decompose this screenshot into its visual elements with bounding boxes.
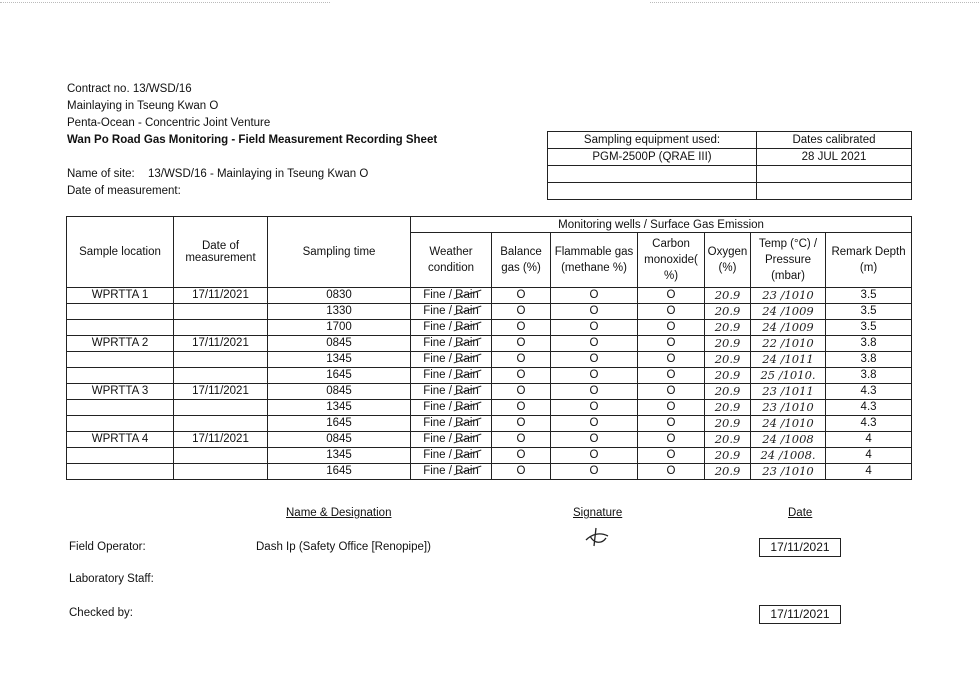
sampling-time-cell: 1645 xyxy=(268,368,411,384)
flammable-gas-cell: O xyxy=(551,384,638,400)
weather-fine: Fine / xyxy=(423,321,456,333)
temp-pressure-cell: 24 /1009 xyxy=(751,304,826,320)
flammable-gas-cell: O xyxy=(551,304,638,320)
weather-fine: Fine / xyxy=(423,433,456,445)
date-cell xyxy=(174,352,268,368)
weather-rain-struck: Rain xyxy=(455,321,479,333)
weather-cell xyxy=(411,464,492,480)
flammable-gas-cell: O xyxy=(551,288,638,304)
col-weather: Weather condition xyxy=(411,233,492,288)
equipment-empty-cell xyxy=(548,183,757,200)
carbon-monoxide-cell: O xyxy=(638,336,705,352)
measurement-table xyxy=(66,216,912,480)
table-row xyxy=(67,400,912,416)
weather-rain-struck: Rain xyxy=(455,433,479,445)
balance-gas-cell: O xyxy=(492,384,551,400)
lab-staff-label: Laboratory Staff: xyxy=(69,573,154,585)
date-cell xyxy=(174,304,268,320)
weather-rain-struck: Rain xyxy=(455,337,479,349)
balance-gas-cell: O xyxy=(492,336,551,352)
date-cell xyxy=(174,448,268,464)
name-designation-header: Name & Designation xyxy=(286,507,392,519)
table-row xyxy=(67,304,912,320)
site-label: Name of site: xyxy=(67,168,135,180)
oxygen-cell: 20.9 xyxy=(705,352,751,368)
balance-gas-cell: O xyxy=(492,288,551,304)
carbon-monoxide-cell: O xyxy=(638,448,705,464)
table-row xyxy=(67,384,912,400)
balance-gas-cell: O xyxy=(492,448,551,464)
site-name-row xyxy=(67,166,368,183)
sample-location-cell: WPRTTA 1 xyxy=(67,288,174,304)
balance-gas-cell: O xyxy=(492,432,551,448)
balance-gas-cell: O xyxy=(492,464,551,480)
date-cell: 17/11/2021 xyxy=(174,288,268,304)
temp-pressure-cell: 23 /1010 xyxy=(751,400,826,416)
remark-depth-cell: 4 xyxy=(826,448,912,464)
weather-cell xyxy=(411,320,492,336)
balance-gas-cell: O xyxy=(492,368,551,384)
sampling-time-cell: 1330 xyxy=(268,304,411,320)
sampling-time-cell: 0845 xyxy=(268,336,411,352)
sample-location-cell xyxy=(67,416,174,432)
site-value: 13/WSD/16 - Mainlaying in Tseung Kwan O xyxy=(147,168,369,180)
field-operator-date: 17/11/2021 xyxy=(759,538,841,557)
remark-depth-cell: 4 xyxy=(826,464,912,480)
col-carbon-monoxide: Carbon monoxide( %) xyxy=(638,233,705,288)
carbon-monoxide-cell: O xyxy=(638,352,705,368)
oxygen-cell: 20.9 xyxy=(705,400,751,416)
weather-fine: Fine / xyxy=(423,289,456,301)
flammable-gas-cell: O xyxy=(551,336,638,352)
weather-fine: Fine / xyxy=(423,385,456,397)
balance-gas-cell: O xyxy=(492,352,551,368)
carbon-monoxide-cell: O xyxy=(638,464,705,480)
date-cell xyxy=(174,416,268,432)
date-cell xyxy=(174,400,268,416)
oxygen-cell: 20.9 xyxy=(705,432,751,448)
carbon-monoxide-cell: O xyxy=(638,304,705,320)
sampling-time-cell: 1645 xyxy=(268,416,411,432)
weather-rain-struck: Rain xyxy=(455,449,479,461)
weather-rain-struck: Rain xyxy=(455,369,479,381)
temp-pressure-cell: 25 /1010. xyxy=(751,368,826,384)
oxygen-cell: 20.9 xyxy=(705,416,751,432)
table-row xyxy=(67,368,912,384)
col-temp-pressure: Temp (°C) / Pressure (mbar) xyxy=(751,233,826,288)
col-date: Date of measurement xyxy=(174,217,268,288)
weather-cell xyxy=(411,400,492,416)
remark-depth-cell: 4.3 xyxy=(826,400,912,416)
weather-cell xyxy=(411,384,492,400)
weather-rain-struck: Rain xyxy=(455,289,479,301)
equipment-empty-cell xyxy=(548,166,757,183)
weather-cell xyxy=(411,432,492,448)
table-row xyxy=(67,464,912,480)
date-cell: 17/11/2021 xyxy=(174,336,268,352)
sample-location-cell xyxy=(67,368,174,384)
flammable-gas-cell: O xyxy=(551,432,638,448)
field-operator-name: Dash Ip (Safety Office [Renopipe]) xyxy=(256,541,431,553)
weather-cell xyxy=(411,448,492,464)
oxygen-cell: 20.9 xyxy=(705,288,751,304)
table-row xyxy=(67,352,912,368)
col-sample-location: Sample location xyxy=(67,217,174,288)
table-row xyxy=(67,288,912,304)
flammable-gas-cell: O xyxy=(551,400,638,416)
table-row xyxy=(67,320,912,336)
date-cell: 17/11/2021 xyxy=(174,432,268,448)
balance-gas-cell: O xyxy=(492,320,551,336)
date-header: Date xyxy=(788,507,813,519)
scan-artifact-right xyxy=(650,2,979,3)
equipment-header: Sampling equipment used: xyxy=(548,132,757,149)
sampling-time-cell: 1645 xyxy=(268,464,411,480)
sample-location-cell: WPRTTA 2 xyxy=(67,336,174,352)
equipment-device: PGM-2500P (QRAE III) xyxy=(548,149,757,166)
project-name: Mainlaying in Tseung Kwan O xyxy=(67,100,219,112)
weather-cell xyxy=(411,416,492,432)
sample-location-cell: WPRTTA 4 xyxy=(67,432,174,448)
temp-pressure-cell: 24 /1010 xyxy=(751,416,826,432)
weather-rain-struck: Rain xyxy=(455,385,479,397)
col-flammable-gas: Flammable gas (methane %) xyxy=(551,233,638,288)
remark-depth-cell: 3.8 xyxy=(826,368,912,384)
table-row xyxy=(67,448,912,464)
date-cell xyxy=(174,320,268,336)
signature-header: Signature xyxy=(573,507,623,519)
remark-depth-cell: 3.8 xyxy=(826,352,912,368)
remark-depth-cell: 4.3 xyxy=(826,384,912,400)
weather-rain-struck: Rain xyxy=(455,305,479,317)
sampling-time-cell: 1345 xyxy=(268,448,411,464)
col-balance-gas: Balance gas (%) xyxy=(492,233,551,288)
weather-fine: Fine / xyxy=(423,353,456,365)
col-remark-depth: Remark Depth (m) xyxy=(826,233,912,288)
checked-by-date: 17/11/2021 xyxy=(759,605,841,624)
col-sampling-time: Sampling time xyxy=(268,217,411,288)
sample-location-cell xyxy=(67,320,174,336)
balance-gas-cell: O xyxy=(492,416,551,432)
weather-rain-struck: Rain xyxy=(455,401,479,413)
oxygen-cell: 20.9 xyxy=(705,304,751,320)
sheet-title: Wan Po Road Gas Monitoring - Field Measurement Recording Sheet xyxy=(67,134,438,146)
temp-pressure-cell: 23 /1010 xyxy=(751,464,826,480)
sample-location-cell: WPRTTA 3 xyxy=(67,384,174,400)
measurement-date-label: Date of measurement: xyxy=(67,185,181,197)
date-cell xyxy=(174,368,268,384)
sample-location-cell xyxy=(67,448,174,464)
sampling-time-cell: 1345 xyxy=(268,400,411,416)
carbon-monoxide-cell: O xyxy=(638,368,705,384)
carbon-monoxide-cell: O xyxy=(638,400,705,416)
weather-cell xyxy=(411,352,492,368)
oxygen-cell: 20.9 xyxy=(705,384,751,400)
remark-depth-cell: 3.5 xyxy=(826,288,912,304)
sample-location-cell xyxy=(67,304,174,320)
temp-pressure-cell: 24 /1008 xyxy=(751,432,826,448)
balance-gas-cell: O xyxy=(492,304,551,320)
remark-depth-cell: 3.5 xyxy=(826,320,912,336)
weather-fine: Fine / xyxy=(423,337,456,349)
sample-location-cell xyxy=(67,400,174,416)
date-cell: 17/11/2021 xyxy=(174,384,268,400)
calibrated-date: 28 JUL 2021 xyxy=(757,149,912,166)
weather-fine: Fine / xyxy=(423,401,456,413)
temp-pressure-cell: 23 /1011 xyxy=(751,384,826,400)
calibrated-empty-cell xyxy=(757,166,912,183)
flammable-gas-cell: O xyxy=(551,368,638,384)
sampling-time-cell: 0830 xyxy=(268,288,411,304)
remark-depth-cell: 4.3 xyxy=(826,416,912,432)
temp-pressure-cell: 24 /1011 xyxy=(751,352,826,368)
temp-pressure-cell: 23 /1010 xyxy=(751,288,826,304)
scan-artifact-left xyxy=(0,2,330,3)
carbon-monoxide-cell: O xyxy=(638,320,705,336)
weather-rain-struck: Rain xyxy=(455,353,479,365)
weather-fine: Fine / xyxy=(423,449,456,461)
sampling-time-cell: 0845 xyxy=(268,432,411,448)
weather-rain-struck: Rain xyxy=(455,417,479,429)
calibrated-header: Dates calibrated xyxy=(757,132,912,149)
weather-rain-struck: Rain xyxy=(455,465,479,477)
carbon-monoxide-cell: O xyxy=(638,288,705,304)
weather-fine: Fine / xyxy=(423,305,456,317)
oxygen-cell: 20.9 xyxy=(705,448,751,464)
sampling-time-cell: 0845 xyxy=(268,384,411,400)
balance-gas-cell: O xyxy=(492,400,551,416)
weather-cell xyxy=(411,304,492,320)
oxygen-cell: 20.9 xyxy=(705,320,751,336)
sampling-time-cell: 1345 xyxy=(268,352,411,368)
remark-depth-cell: 3.5 xyxy=(826,304,912,320)
flammable-gas-cell: O xyxy=(551,352,638,368)
remark-depth-cell: 3.8 xyxy=(826,336,912,352)
flammable-gas-cell: O xyxy=(551,320,638,336)
field-operator-label: Field Operator: xyxy=(69,541,146,553)
oxygen-cell: 20.9 xyxy=(705,464,751,480)
weather-cell xyxy=(411,368,492,384)
sample-location-cell xyxy=(67,352,174,368)
weather-fine: Fine / xyxy=(423,369,456,381)
carbon-monoxide-cell: O xyxy=(638,384,705,400)
remark-depth-cell: 4 xyxy=(826,432,912,448)
carbon-monoxide-cell: O xyxy=(638,432,705,448)
calibrated-empty-cell xyxy=(757,183,912,200)
checked-by-label: Checked by: xyxy=(69,607,133,619)
monitoring-group-header: Monitoring wells / Surface Gas Emission xyxy=(411,217,912,233)
temp-pressure-cell: 24 /1008. xyxy=(751,448,826,464)
weather-cell xyxy=(411,336,492,352)
contractor-name: Penta-Ocean - Concentric Joint Venture xyxy=(67,117,271,129)
sample-location-cell xyxy=(67,464,174,480)
flammable-gas-cell: O xyxy=(551,448,638,464)
table-row xyxy=(67,336,912,352)
flammable-gas-cell: O xyxy=(551,416,638,432)
table-row xyxy=(67,432,912,448)
temp-pressure-cell: 22 /1010 xyxy=(751,336,826,352)
oxygen-cell: 20.9 xyxy=(705,368,751,384)
col-oxygen: Oxygen (%) xyxy=(705,233,751,288)
signature-image xyxy=(582,524,612,550)
date-cell xyxy=(174,464,268,480)
temp-pressure-cell: 24 /1009 xyxy=(751,320,826,336)
oxygen-cell: 20.9 xyxy=(705,336,751,352)
sampling-time-cell: 1700 xyxy=(268,320,411,336)
weather-cell xyxy=(411,288,492,304)
flammable-gas-cell: O xyxy=(551,464,638,480)
carbon-monoxide-cell: O xyxy=(638,416,705,432)
equipment-table xyxy=(547,131,912,200)
weather-fine: Fine / xyxy=(423,465,456,477)
contract-number: Contract no. 13/WSD/16 xyxy=(67,83,192,95)
table-row xyxy=(67,416,912,432)
weather-fine: Fine / xyxy=(423,417,456,429)
